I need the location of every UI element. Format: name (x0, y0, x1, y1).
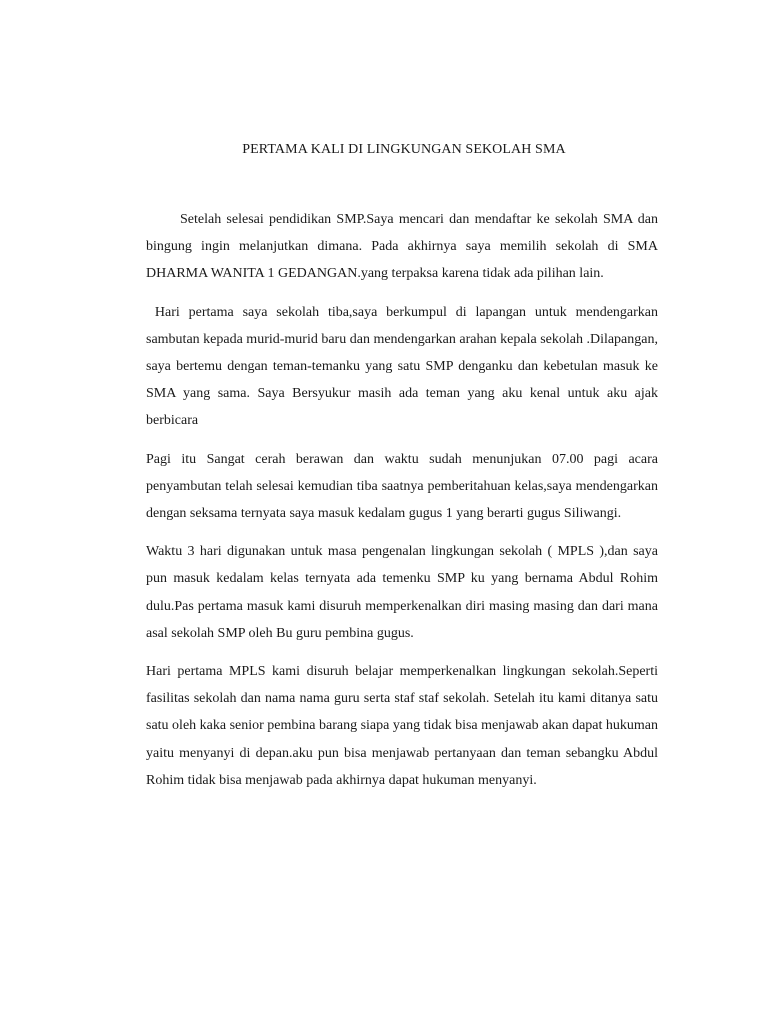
paragraph: Hari pertama saya sekolah tiba,saya berkumpul di lapangan untuk mendengarkan sambutan kepada murid-murid baru dan mendengarkan arahan kepala sekolah .Dilapangan, saya bertemu dengan teman-temanku yang satu SMP denganku dan kebetulan masuk ke SMA yang sama. Saya Bersyukur masih ada teman yang aku kenal untuk aku ajak berbicara (146, 304, 662, 429)
paragraph: Waktu 3 hari digunakan untuk masa pengenalan lingkungan sekolah ( MPLS ),dan saya pun masuk kedalam kelas ternyata ada temenku SMP ku yang bernama Abdul Rohim dulu.Pas pertama masuk kami disuruh memperkenalkan diri masing masing dan dari mana asal sekolah SMP oleh Bu guru pembina gugus. (146, 544, 658, 641)
document-title: PERTAMA KALI DI LINGKUNGAN SEKOLAH SMA (242, 142, 566, 157)
paragraph: Pagi itu Sangat cerah berawan dan waktu sudah menunjukan 07.00 pagi acara penyambutan telah selesai kemudian tiba saatnya pemberitahuan kelas,saya mendengarkan dengan seksama ternyata saya masuk kedalam gugus 1 yang berarti gugus Siliwangi. (146, 451, 658, 522)
paragraph: Setelah selesai pendidikan SMP.Saya mencari dan mendaftar ke sekolah SMA dan bingung ingin melanjutkan dimana. Pada akhirnya saya memilih sekolah di SMA DHARMA WANITA 1 GEDANGAN.yang terpaksa karena tidak ada pilihan lain. (146, 212, 658, 282)
paragraph: Hari pertama MPLS kami disuruh belajar memperkenalkan lingkungan sekolah.Seperti fasilitas sekolah dan nama nama guru serta staf staf sekolah. Setelah itu kami ditanya satu satu oleh kaka senior pembina barang siapa yang tidak bisa menjawab akan dapat hukuman yaitu menyanyi di depan.aku pun bisa menjawab pertanyaan dan teman sebangku Abdul Rohim tidak bisa menjawab pada akhirnya dapat hukuman menyanyi. (146, 664, 658, 788)
document-body (146, 206, 662, 805)
